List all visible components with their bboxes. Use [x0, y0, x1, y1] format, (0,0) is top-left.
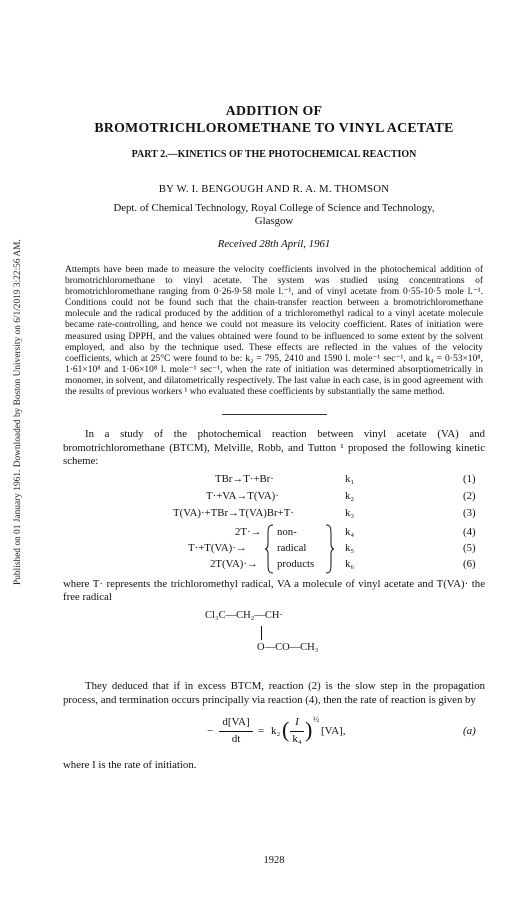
- reaction-4-number: (4): [463, 526, 476, 539]
- reaction-6-number: (6): [463, 558, 476, 571]
- reaction-2-k: k₂: [345, 490, 355, 503]
- reaction-1-number: (1): [463, 473, 476, 486]
- reaction-2: T·+VA→T(VA)·: [206, 490, 279, 503]
- intro-paragraph: In a study of the photochemical reaction between vinyl acetate (VA) and bromotrichloromethane (BTCM), Melville, Robb, and Tutton ¹ proposed the following kinetic scheme:: [63, 428, 485, 467]
- article-page: [63, 0, 485, 866]
- download-watermark: [0, 0, 26, 913]
- affiliation-line1: Dept. of Chemical Technology, Royal College of Science and Technology,: [113, 202, 435, 214]
- initiation-symbol: I: [295, 715, 299, 728]
- reaction-6: 2T(VA)·→: [210, 558, 258, 571]
- close-paren: ): [305, 716, 313, 742]
- watermark-text: Published on 01 January 1961. Downloaded by Boston University on 6/1/2019 3:22:56 AM.: [13, 239, 23, 585]
- reaction-5-k: k₅: [345, 542, 355, 555]
- products-word-1: non-: [277, 526, 297, 539]
- rate-constant: k₂: [271, 724, 281, 737]
- minus-sign: −: [207, 724, 214, 737]
- reaction-4: 2T·→: [235, 526, 262, 539]
- kinetic-scheme: [63, 472, 485, 572]
- rate-fraction-bar: [219, 731, 253, 732]
- article-title-line2: BROMOTRICHLOROMETHANE TO VINYL ACETATE: [94, 120, 454, 135]
- reaction-3-k: k₃: [345, 507, 355, 520]
- affiliation: [63, 202, 485, 229]
- author-line: BY W. I. BENGOUGH AND R. A. M. THOMSON: [158, 183, 390, 195]
- structure-bond: [261, 626, 262, 640]
- right-brace: [325, 524, 335, 574]
- reaction-3: T(VA)·+TBr→T(VA)Br+T·: [173, 507, 294, 520]
- page-number: 1928: [263, 855, 285, 866]
- reaction-6-k: k₆: [345, 558, 355, 571]
- products-word-3: products: [277, 558, 315, 571]
- reaction-5-number: (5): [463, 542, 476, 555]
- exponent-half: ½: [313, 714, 319, 724]
- reaction-5: T·+T(VA)·→: [188, 542, 247, 555]
- structure-top: Cl₃C—CH₂—CH·: [205, 610, 283, 622]
- initiation-note: where I is the rate of initiation.: [63, 758, 197, 771]
- inner-fraction-bar: [290, 731, 304, 732]
- reaction-3-number: (3): [463, 507, 476, 520]
- article-title-line1: ADDITION OF: [225, 103, 323, 118]
- radical-definition-paragraph: where T· represents the trichloromethyl radical, VA a molecule of vinyl acetate and T(VA)· the free radical: [63, 578, 485, 604]
- rate-tail: [VA],: [321, 724, 346, 737]
- reaction-1: TBr→T·+Br·: [215, 473, 274, 486]
- rate-denominator: dt: [231, 732, 241, 745]
- rate-equation: [63, 715, 485, 751]
- article-subtitle: PART 2.—KINETICS OF THE PHOTOCHEMICAL REACTION: [131, 149, 417, 160]
- deduction-paragraph: They deduced that if in excess BTCM, reaction (2) is the slow step in the propagation process, and termination occurs principally via reaction (4), then the rate of reaction is given by: [63, 680, 485, 706]
- affiliation-line2: Glasgow: [254, 215, 294, 228]
- equals-sign: =: [258, 724, 265, 737]
- received-date-text: Received 28th April, 1961: [217, 237, 331, 250]
- reaction-1-k: k₁: [345, 473, 355, 486]
- section-divider: [222, 414, 327, 415]
- products-word-2: radical: [277, 542, 307, 555]
- left-brace: [264, 524, 274, 574]
- reaction-4-k: k₄: [345, 526, 355, 539]
- abstract: Attempts have been made to measure the velocity coefficients involved in the photochemical addition of bromotrichloromethane to vinyl acetate. The system was studied using concentrations of bromotrichloromethane ranging from 0·26-9·58 mole l.⁻¹, and of vinyl acetate from 0·55-10·5 mole l.⁻¹. Conditions could not be found such that the chain-transfer reaction between a bromotrichloromethane molecule and the radical produced by the addition of a trichloromethyl radical to a vinyl acetate molecule became rate-controlling, and hence we could not measure its velocity coefficient. Rates of initiation were measured using DPPH, and the values obtained were found to be influenced to some extent by the solvent employed, and also by the technique used. These effects are reflected in the values of the velocity coefficients, which at 25°C were found to be: k₂ = 795, 2410 and 1590 l. mole⁻¹ sec⁻¹, and k₄ = 0·53×10⁸, 1·61×10⁸ and 1·06×10⁸ l. mole⁻¹ sec⁻¹, when the rate of initiation was determined absorptiometrically in monomer, in solvent, and dilatometrically respectively. The last value in each case, is in good agreement with the results of previous workers ¹ who evaluated these coefficients by substantially the same method.: [65, 264, 483, 398]
- structure-bottom: O—CO—CH₃: [257, 642, 319, 654]
- received-date: [63, 238, 485, 250]
- inner-denominator: k₄: [292, 732, 302, 745]
- open-paren: (: [282, 716, 290, 742]
- rate-numerator: d[VA]: [222, 715, 250, 728]
- reaction-2-number: (2): [463, 490, 476, 503]
- equation-label: (a): [463, 724, 476, 737]
- radical-structure: [63, 608, 485, 674]
